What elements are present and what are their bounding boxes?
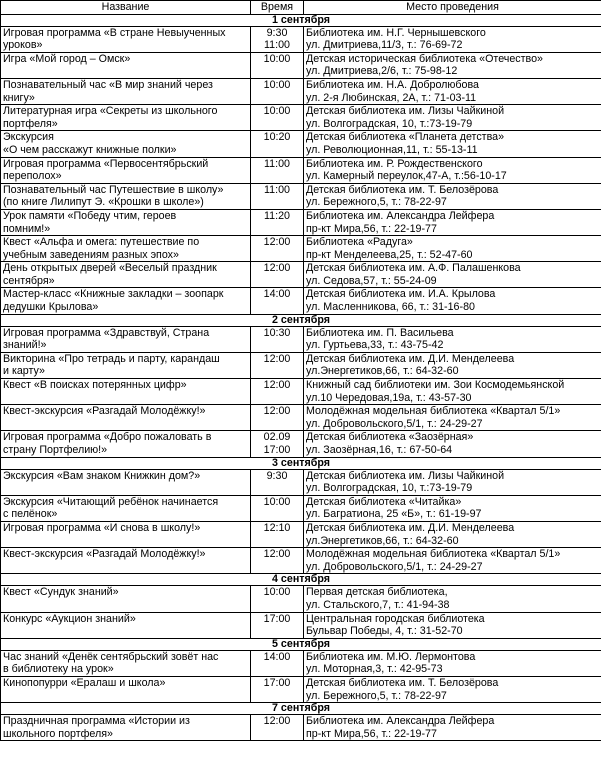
event-time — [251, 379, 304, 405]
event-row — [1, 612, 601, 638]
event-place-line: ул. Дмитриева,11/3, т.: 76-69-72 — [306, 39, 463, 52]
event-place-line: Библиотека им. П. Васильева — [306, 326, 454, 339]
event-place — [304, 676, 601, 702]
date-row — [1, 574, 601, 586]
event-place-line: Книжный сад библиотеки им. Зои Космодемьянской — [306, 379, 565, 392]
event-place-line: ул. Масленникова, 66, т.: 31-16-80 — [306, 301, 475, 314]
date-row — [1, 314, 601, 326]
event-time — [251, 495, 304, 521]
event-name-line: Квест «В поисках потерянных цифр» — [3, 379, 187, 392]
event-row — [1, 157, 601, 183]
event-place — [304, 52, 601, 78]
event-name — [1, 379, 251, 405]
event-time — [251, 131, 304, 157]
event-name — [1, 521, 251, 547]
event-place — [304, 236, 601, 262]
event-time-line: 10:20 — [263, 131, 291, 144]
event-time-line: 10:00 — [263, 105, 291, 118]
event-time — [251, 52, 304, 78]
event-place-line: пр-кт Мира,56, т.: 22-19-77 — [306, 727, 437, 740]
event-time-line: 12:00 — [263, 262, 291, 275]
event-time — [251, 236, 304, 262]
event-place-line: Детская библиотека «Читайка» — [306, 495, 462, 508]
event-place-line: ул.Энергетиков,66, т.: 64-32-60 — [306, 534, 459, 547]
event-name-line: сентября» — [3, 274, 55, 287]
event-name-line: с пелёнок» — [3, 508, 58, 521]
event-name — [1, 288, 251, 314]
date-heading: 3 сентября — [1, 457, 601, 469]
event-place-line: ул. Волгоградская, 10, т.:73-19-79 — [306, 482, 473, 495]
event-place-line: Библиотека им. М.Ю. Лермонтова — [306, 650, 476, 663]
event-name — [1, 183, 251, 209]
event-place-line: ул. Добровольского,5/1, т.: 24-29-27 — [306, 560, 483, 573]
event-place — [304, 326, 601, 352]
event-name-line: Познавательный час «В мир знаний через — [3, 78, 213, 91]
event-place — [304, 352, 601, 378]
date-row — [1, 457, 601, 469]
event-row — [1, 209, 601, 235]
event-time-line: 11:20 — [264, 209, 290, 222]
event-time-line: 10:30 — [263, 326, 291, 339]
event-name-line: День открытых дверей «Веселый праздник — [3, 262, 217, 275]
event-time-line: 10:00 — [263, 495, 291, 508]
event-place — [304, 548, 601, 574]
date-row — [1, 14, 601, 26]
event-name — [1, 352, 251, 378]
event-name-line: Литературная игра «Секреты из школьного — [3, 105, 218, 118]
date-row — [1, 703, 601, 715]
event-place-line: ул. Бережного,5, т.: 78-22-97 — [306, 689, 447, 702]
event-row — [1, 78, 601, 104]
event-name-line: Экскурсия «Читающий ребёнок начинается — [3, 495, 219, 508]
header-row — [1, 1, 601, 15]
event-place-line: Детская историческая библиотека «Отечество» — [306, 52, 543, 65]
event-place-line: ул. Седова,57, т.: 55-24-09 — [306, 274, 437, 287]
event-place — [304, 586, 601, 612]
event-name — [1, 586, 251, 612]
event-name-line: знаний!» — [3, 339, 47, 352]
event-place-line: Детская библиотека «Планета детства» — [306, 131, 505, 144]
event-name — [1, 326, 251, 352]
event-row — [1, 131, 601, 157]
event-name — [1, 157, 251, 183]
event-name-line: в библиотеку на урок» — [3, 663, 114, 676]
event-time — [251, 326, 304, 352]
event-name-line: Урок памяти «Победу чтим, героев — [3, 209, 177, 222]
event-row — [1, 183, 601, 209]
event-name — [1, 431, 251, 457]
event-name-line: переполох» — [3, 170, 62, 183]
event-time — [251, 262, 304, 288]
event-time-line: 12:00 — [263, 352, 291, 365]
event-time — [251, 586, 304, 612]
event-time-line: 02.09 — [263, 431, 291, 444]
event-place — [304, 157, 601, 183]
event-place-line: ул.Энергетиков,66, т.: 64-32-60 — [306, 365, 459, 378]
event-place-line: ул. Добровольского,5/1, т.: 24-29-27 — [306, 417, 483, 430]
date-heading: 7 сентября — [1, 703, 601, 715]
event-time — [251, 288, 304, 314]
event-place-line: Детская библиотека им. Д.И. Менделеева — [306, 352, 515, 365]
event-place-line: ул. Бережного,5, т.: 78-22-97 — [306, 196, 447, 209]
event-name-line: Квест «Альфа и омега: путешествие по — [3, 236, 200, 249]
event-row — [1, 288, 601, 314]
event-place-line: Библиотека им. Р. Рождественского — [306, 157, 483, 170]
event-name — [1, 236, 251, 262]
event-name-line: Квест-экскурсия «Разгадай Молодёжку!» — [3, 405, 206, 418]
event-place — [304, 650, 601, 676]
event-name-line: «О чем расскажут книжные полки» — [3, 143, 177, 156]
header-name: Название — [1, 1, 251, 15]
event-name-line: книгу» — [3, 91, 35, 104]
event-name — [1, 52, 251, 78]
event-time-line: 10:00 — [263, 78, 291, 91]
event-name-line: помним!» — [3, 222, 51, 235]
event-name-line: учебным заведениям разных эпох» — [3, 248, 179, 261]
event-place — [304, 26, 601, 52]
event-time-line: 12:10 — [263, 521, 291, 534]
event-place-line: ул. Камерный переулок,47-А, т.:56-10-17 — [306, 170, 507, 183]
event-time-line: 11:00 — [264, 157, 290, 170]
event-name-line: портфеля» — [3, 117, 58, 130]
event-name — [1, 612, 251, 638]
event-name-line: Игра «Мой город – Омск» — [3, 52, 131, 65]
event-place — [304, 469, 601, 495]
event-place-line: ул. 2-я Любинская, 2А, т.: 71-03-11 — [306, 91, 477, 104]
event-name — [1, 495, 251, 521]
event-name-line: Игровая программа «Здравствуй, Страна — [3, 326, 210, 339]
date-heading: 1 сентября — [1, 14, 601, 26]
event-place-line: Бульвар Победы, 4, т.: 31-52-70 — [306, 625, 463, 638]
event-place-line: ул.10 Чередовая,19а, т.: 43-57-30 — [306, 391, 472, 404]
event-time-line: 9:30 — [266, 26, 288, 39]
event-time-line: 17:00 — [263, 612, 291, 625]
event-place-line: Детская библиотека им. Лизы Чайкиной — [306, 469, 505, 482]
event-name-line: уроков» — [3, 39, 43, 52]
event-place-line: ул. Моторная,3, т.: 42-95-73 — [306, 663, 443, 676]
event-time — [251, 209, 304, 235]
event-row — [1, 469, 601, 495]
event-time-line: 17:00 — [263, 444, 291, 456]
event-time — [251, 676, 304, 702]
event-place-line: Библиотека «Радуга» — [306, 236, 413, 249]
event-place-line: Детская библиотека им. Т. Белозёрова — [306, 676, 499, 689]
event-place-line: ул. Стальского,7, т.: 41-94-38 — [306, 598, 450, 611]
event-name — [1, 131, 251, 157]
event-name-line: и карту» — [3, 365, 45, 378]
event-place-line: Библиотека им. Н.А. Добролюбова — [306, 78, 479, 91]
event-name-line: Викторина «Про тетрадь и парту, карандаш — [3, 352, 220, 365]
header-time: Время — [251, 1, 304, 15]
event-name-line: Конкурс «Аукцион знаний» — [3, 612, 136, 625]
event-row — [1, 521, 601, 547]
event-name — [1, 469, 251, 495]
event-name-line: Праздничная программа «Истории из — [3, 715, 190, 728]
event-name-line: Игровая программа «В стране Невыученных — [3, 26, 226, 39]
event-name-line: (по книге Лилипут Э. «Крошки в школе») — [3, 196, 204, 209]
event-place-line: Библиотека им. Александра Лейфера — [306, 715, 495, 728]
event-name-line: Экскурсия — [3, 131, 54, 144]
event-time — [251, 650, 304, 676]
event-time — [251, 469, 304, 495]
event-name — [1, 676, 251, 702]
event-time-line: 12:00 — [263, 548, 291, 561]
event-row — [1, 650, 601, 676]
event-time — [251, 431, 304, 457]
event-time — [251, 157, 304, 183]
event-name — [1, 548, 251, 574]
event-row — [1, 495, 601, 521]
event-place-line: Библиотека им. Александра Лейфера — [306, 209, 495, 222]
event-row — [1, 405, 601, 431]
event-place — [304, 521, 601, 547]
event-time — [251, 26, 304, 52]
event-place — [304, 495, 601, 521]
event-row — [1, 52, 601, 78]
event-time — [251, 612, 304, 638]
event-row — [1, 262, 601, 288]
event-place — [304, 379, 601, 405]
event-row — [1, 548, 601, 574]
event-place-line: Детская библиотека им. Т. Белозёрова — [306, 183, 499, 196]
event-name-line: Квест «Сундук знаний» — [3, 586, 119, 599]
event-name-line: Игровая программа «Добро пожаловать в — [3, 431, 212, 444]
event-place — [304, 288, 601, 314]
event-row — [1, 676, 601, 702]
date-heading: 5 сентября — [1, 638, 601, 650]
event-place — [304, 105, 601, 131]
event-name-line: Кинопопурри «Ералаш и школа» — [3, 676, 166, 689]
event-place-line: Детская библиотека «Заозёрная» — [306, 431, 474, 444]
event-place — [304, 262, 601, 288]
event-place-line: пр-кт Менделеева,25, т.: 52-47-60 — [306, 248, 473, 261]
event-place-line: Молодёжная модельная библиотека «Квартал 5/1» — [306, 405, 561, 418]
event-name-line: Игровая программа «И снова в школу!» — [3, 521, 201, 534]
event-place — [304, 405, 601, 431]
event-time — [251, 183, 304, 209]
event-name — [1, 209, 251, 235]
event-name — [1, 105, 251, 131]
event-time — [251, 352, 304, 378]
event-name — [1, 650, 251, 676]
event-name-line: дедушки Крылова» — [3, 301, 99, 314]
event-name-line: Игровая программа «Первосентябрьский — [3, 157, 209, 170]
event-place-line: Библиотека им. Н.Г. Чернышевского — [306, 26, 486, 39]
event-place — [304, 715, 601, 741]
event-time — [251, 405, 304, 431]
event-place-line: ул. Багратиона, 25 «Б», т.: 61-19-97 — [306, 508, 482, 521]
event-time-line: 12:00 — [263, 715, 291, 728]
event-place-line: Детская библиотека им. Д.И. Менделеева — [306, 521, 515, 534]
event-time-line: 14:00 — [263, 650, 291, 663]
event-row — [1, 715, 601, 741]
event-time — [251, 715, 304, 741]
event-row — [1, 236, 601, 262]
event-name-line: Мастер-класс «Книжные закладки – зоопарк — [3, 288, 224, 301]
event-place-line: ул. Революционная,11, т.: 55-13-11 — [306, 143, 478, 156]
date-heading: 2 сентября — [1, 314, 601, 326]
event-time-line: 10:00 — [263, 586, 291, 599]
event-place-line: Первая детская библиотека, — [306, 586, 448, 599]
event-time-line: 12:00 — [263, 379, 291, 392]
event-time — [251, 105, 304, 131]
event-row — [1, 431, 601, 457]
event-row — [1, 379, 601, 405]
event-row — [1, 586, 601, 612]
event-name — [1, 26, 251, 52]
event-name — [1, 262, 251, 288]
event-name — [1, 405, 251, 431]
header-place: Место проведения — [304, 1, 601, 15]
event-time-line: 14:00 — [263, 288, 291, 301]
event-name-line: Час знаний «Денёк сентябрьский зовёт нас — [3, 650, 219, 663]
event-time — [251, 521, 304, 547]
event-place — [304, 431, 601, 457]
event-time-line: 12:00 — [263, 236, 291, 249]
event-place — [304, 78, 601, 104]
event-place-line: пр-кт Мира,56, т.: 22-19-77 — [306, 222, 437, 235]
event-place-line: ул. Гуртьева,33, т.: 43-75-42 — [306, 339, 444, 352]
event-name-line: Экскурсия «Вам знаком Книжкин дом?» — [3, 469, 201, 482]
event-name-line: Познавательный час Путешествие в школу» — [3, 183, 224, 196]
event-row — [1, 105, 601, 131]
event-place — [304, 612, 601, 638]
event-time — [251, 78, 304, 104]
date-row — [1, 638, 601, 650]
event-place-line: Детская библиотека им. И.А. Крылова — [306, 288, 496, 301]
event-place-line: Детская библиотека им. А.Ф. Палашенкова — [306, 262, 521, 275]
event-time — [251, 548, 304, 574]
event-time-line: 12:00 — [263, 405, 291, 418]
event-time-line: 10:00 — [263, 52, 291, 65]
schedule-body — [1, 14, 601, 741]
event-place-line: Детская библиотека им. Лизы Чайкиной — [306, 105, 505, 118]
event-name — [1, 715, 251, 741]
event-name — [1, 78, 251, 104]
event-place-line: Молодёжная модельная библиотека «Квартал 5/1» — [306, 548, 561, 561]
event-place — [304, 183, 601, 209]
event-place — [304, 209, 601, 235]
event-time-line: 11:00 — [264, 39, 290, 52]
event-name-line: школьного портфеля» — [3, 727, 113, 740]
event-time-line: 9:30 — [266, 469, 288, 482]
event-place — [304, 131, 601, 157]
event-place-line: ул. Заозёрная,16, т.: 67-50-64 — [306, 444, 453, 456]
date-heading: 4 сентября — [1, 574, 601, 586]
event-place-line: ул. Волгоградская, 10, т.:73-19-79 — [306, 117, 473, 130]
event-row — [1, 352, 601, 378]
event-place-line: ул. Дмитриева,2/6, т.: 75-98-12 — [306, 65, 458, 78]
event-place-line: Центральная городская библиотека — [306, 612, 485, 625]
event-row — [1, 326, 601, 352]
event-name-line: Квест-экскурсия «Разгадай Молодёжку!» — [3, 548, 206, 561]
event-name-line: страну Портфелию!» — [3, 444, 108, 456]
event-time-line: 11:00 — [264, 183, 290, 196]
event-time-line: 17:00 — [263, 676, 291, 689]
event-row — [1, 26, 601, 52]
